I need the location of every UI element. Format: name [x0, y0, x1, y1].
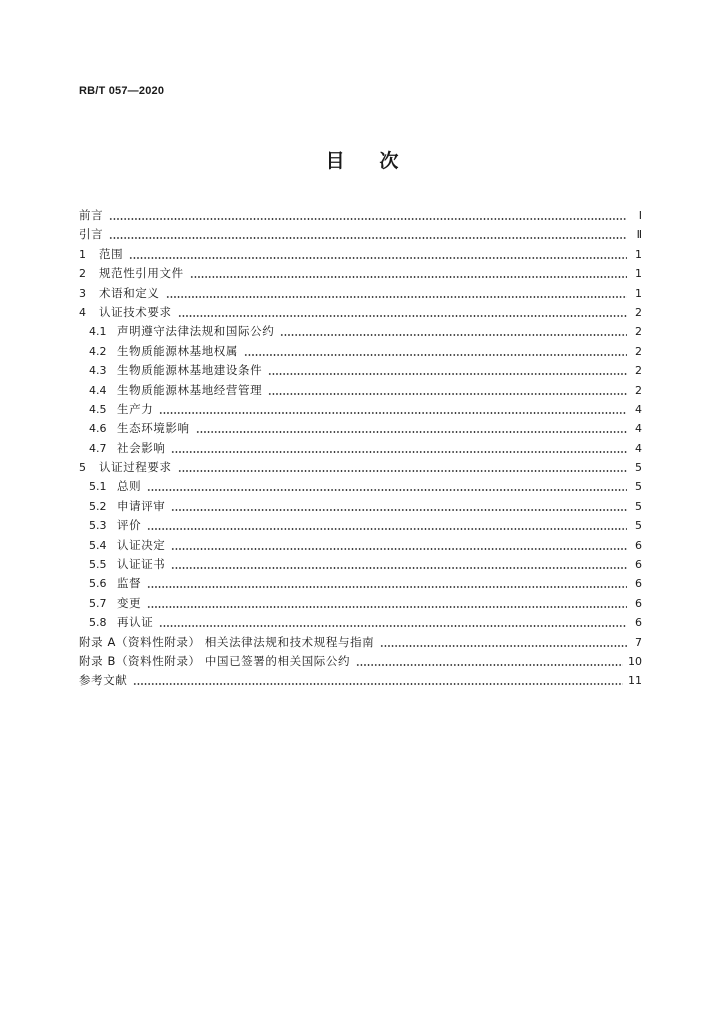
- toc-entry-page: 10: [628, 654, 642, 668]
- toc-entry[interactable]: [79, 284, 642, 303]
- toc-entry-number: 5.3: [89, 519, 107, 533]
- toc-entry-label: 范围: [99, 246, 124, 261]
- toc-entry-page: 6: [635, 577, 642, 591]
- toc-dot-leader: [196, 419, 627, 438]
- toc-entry[interactable]: [79, 594, 642, 613]
- toc-entry-number: 4.4: [89, 383, 107, 397]
- toc-entry-label: 参考文献: [79, 673, 128, 688]
- toc-entry-label: 术语和定义: [99, 285, 160, 300]
- toc-entry[interactable]: [79, 439, 642, 458]
- toc-entry-page: 5: [635, 461, 642, 475]
- toc-entry-label: 生物质能源林基地经营管理: [117, 382, 263, 397]
- toc-entry[interactable]: [79, 245, 642, 264]
- toc-entry-label: 生物质能源林基地权属: [117, 343, 238, 358]
- toc-entry[interactable]: [79, 633, 642, 652]
- toc-entry-number: 4.5: [89, 402, 107, 416]
- toc-entry-page: 7: [635, 635, 642, 649]
- toc-entry-label: 生产力: [117, 401, 154, 416]
- toc-dot-leader: [380, 633, 627, 652]
- toc-entry-number: 4.1: [89, 325, 107, 339]
- toc-entry-number: 5.8: [89, 616, 107, 630]
- toc-entry-label: 评价: [117, 518, 142, 533]
- toc-dot-leader: [147, 477, 627, 496]
- toc-dot-leader: [268, 381, 627, 400]
- toc-dot-leader: [171, 536, 627, 555]
- toc-entry-label: 认证技术要求: [99, 304, 172, 319]
- toc-entry-label: 声明遵守法律法规和国际公约: [117, 324, 275, 339]
- toc-entry-number: 5.2: [89, 499, 107, 513]
- toc-dot-leader: [178, 303, 627, 322]
- toc-entry-label: 前言: [79, 208, 104, 222]
- toc-entry-number: 2: [79, 267, 86, 281]
- toc-entry-number: 3: [79, 286, 86, 300]
- toc-entry[interactable]: [79, 322, 642, 341]
- toc-dot-leader: [171, 497, 627, 516]
- toc-entry-label: 附录 A（资料性附录） 相关法律法规和技术规程与指南: [79, 634, 375, 649]
- toc-dot-leader: [171, 555, 627, 574]
- toc-entry-number: 5: [79, 461, 86, 475]
- toc-entry-page: 5: [635, 499, 642, 513]
- toc-title-char-1: 目: [325, 150, 345, 172]
- toc-entry-label: 再认证: [117, 615, 154, 630]
- toc-entry-page: 6: [635, 596, 642, 610]
- toc-entry-label: 认证证书: [117, 557, 166, 572]
- toc-entry-number: 4.2: [89, 344, 107, 358]
- toc-entry-label: 生物质能源林基地建设条件: [117, 363, 263, 378]
- toc-entry[interactable]: [79, 342, 642, 361]
- toc-entry-page: Ⅰ: [638, 209, 642, 222]
- toc-entry-label: 社会影响: [117, 440, 166, 455]
- toc-dot-leader: [244, 342, 627, 361]
- toc-dot-leader: [268, 361, 627, 380]
- toc-dot-leader: [109, 225, 627, 244]
- toc-entry-page: 6: [635, 616, 642, 630]
- toc-dot-leader: [159, 613, 627, 632]
- toc-entry[interactable]: [79, 361, 642, 380]
- toc-entry-label: 生态环境影响: [117, 421, 190, 436]
- toc-dot-leader: [159, 400, 627, 419]
- toc-entry[interactable]: [79, 225, 642, 244]
- toc-entry-page: 6: [635, 558, 642, 572]
- toc-entry-page: 2: [635, 325, 642, 339]
- toc-entry-label: 监督: [117, 576, 142, 591]
- toc-entry-page: 1: [635, 267, 642, 281]
- toc-entry-number: 4.6: [89, 422, 107, 436]
- toc-entry-number: 5.6: [89, 577, 107, 591]
- toc-dot-leader: [178, 458, 627, 477]
- toc-entry-page: 2: [635, 344, 642, 358]
- table-of-contents: [79, 206, 642, 691]
- toc-entry-label: 变更: [117, 595, 142, 610]
- toc-entry-label: 引言: [79, 227, 104, 242]
- toc-entry[interactable]: [79, 555, 642, 574]
- toc-entry-page: 5: [635, 480, 642, 494]
- toc-entry-page: 1: [635, 247, 642, 261]
- toc-entry[interactable]: [79, 458, 642, 477]
- toc-entry[interactable]: [79, 652, 642, 671]
- toc-entry-page: 4: [635, 441, 642, 455]
- toc-dot-leader: [171, 439, 627, 458]
- toc-entry[interactable]: [79, 303, 642, 322]
- toc-entry[interactable]: [79, 516, 642, 535]
- toc-entry-label: 总则: [117, 479, 142, 494]
- toc-title-char-2: 次: [379, 150, 399, 172]
- toc-entry-page: 2: [635, 383, 642, 397]
- toc-entry[interactable]: [79, 536, 642, 555]
- toc-dot-leader: [280, 322, 627, 341]
- toc-entry[interactable]: [79, 400, 642, 419]
- toc-entry-number: 5.5: [89, 558, 107, 572]
- toc-entry[interactable]: [79, 477, 642, 496]
- toc-entry[interactable]: [79, 419, 642, 438]
- toc-entry-page: 6: [635, 538, 642, 552]
- toc-dot-leader: [133, 671, 623, 690]
- toc-entry[interactable]: [79, 497, 642, 516]
- toc-entry-label: 认证决定: [117, 537, 166, 552]
- toc-entry-number: 4.3: [89, 364, 107, 378]
- toc-entry-page: 4: [635, 402, 642, 416]
- toc-title: [0, 146, 724, 173]
- toc-dot-leader: [147, 594, 627, 613]
- document-code: RB/T 057—2020: [79, 85, 165, 97]
- toc-entry[interactable]: [79, 671, 642, 690]
- toc-dot-leader: [166, 284, 628, 303]
- toc-entry-number: 5.4: [89, 538, 107, 552]
- toc-dot-leader: [129, 245, 627, 264]
- toc-dot-leader: [147, 574, 627, 593]
- toc-entry[interactable]: [79, 613, 642, 632]
- toc-entry[interactable]: [79, 264, 642, 283]
- toc-entry-page: 1: [635, 286, 642, 300]
- toc-entry[interactable]: [79, 206, 642, 225]
- toc-entry-page: 2: [635, 364, 642, 378]
- toc-entry-page: Ⅱ: [636, 228, 642, 242]
- toc-entry-page: 11: [628, 674, 642, 688]
- toc-entry-number: 5.1: [89, 480, 107, 494]
- toc-dot-leader: [147, 516, 627, 535]
- toc-entry-label: 认证过程要求: [99, 460, 172, 475]
- toc-entry-number: 1: [79, 247, 86, 261]
- toc-entry-page: 2: [635, 305, 642, 319]
- toc-entry[interactable]: [79, 574, 642, 593]
- toc-entry[interactable]: [79, 381, 642, 400]
- toc-entry-label: 申请评审: [117, 498, 166, 513]
- toc-entry-label: 附录 B（资料性附录） 中国已签署的相关国际公约: [79, 653, 351, 668]
- toc-entry-number: 5.7: [89, 596, 107, 610]
- toc-dot-leader: [190, 264, 627, 283]
- toc-entry-label: 规范性引用文件: [99, 266, 184, 281]
- toc-dot-leader: [109, 206, 627, 225]
- toc-entry-number: 4: [79, 305, 86, 319]
- toc-entry-page: 5: [635, 519, 642, 533]
- toc-entry-number: 4.7: [89, 441, 107, 455]
- toc-entry-page: 4: [635, 422, 642, 436]
- toc-dot-leader: [356, 652, 623, 671]
